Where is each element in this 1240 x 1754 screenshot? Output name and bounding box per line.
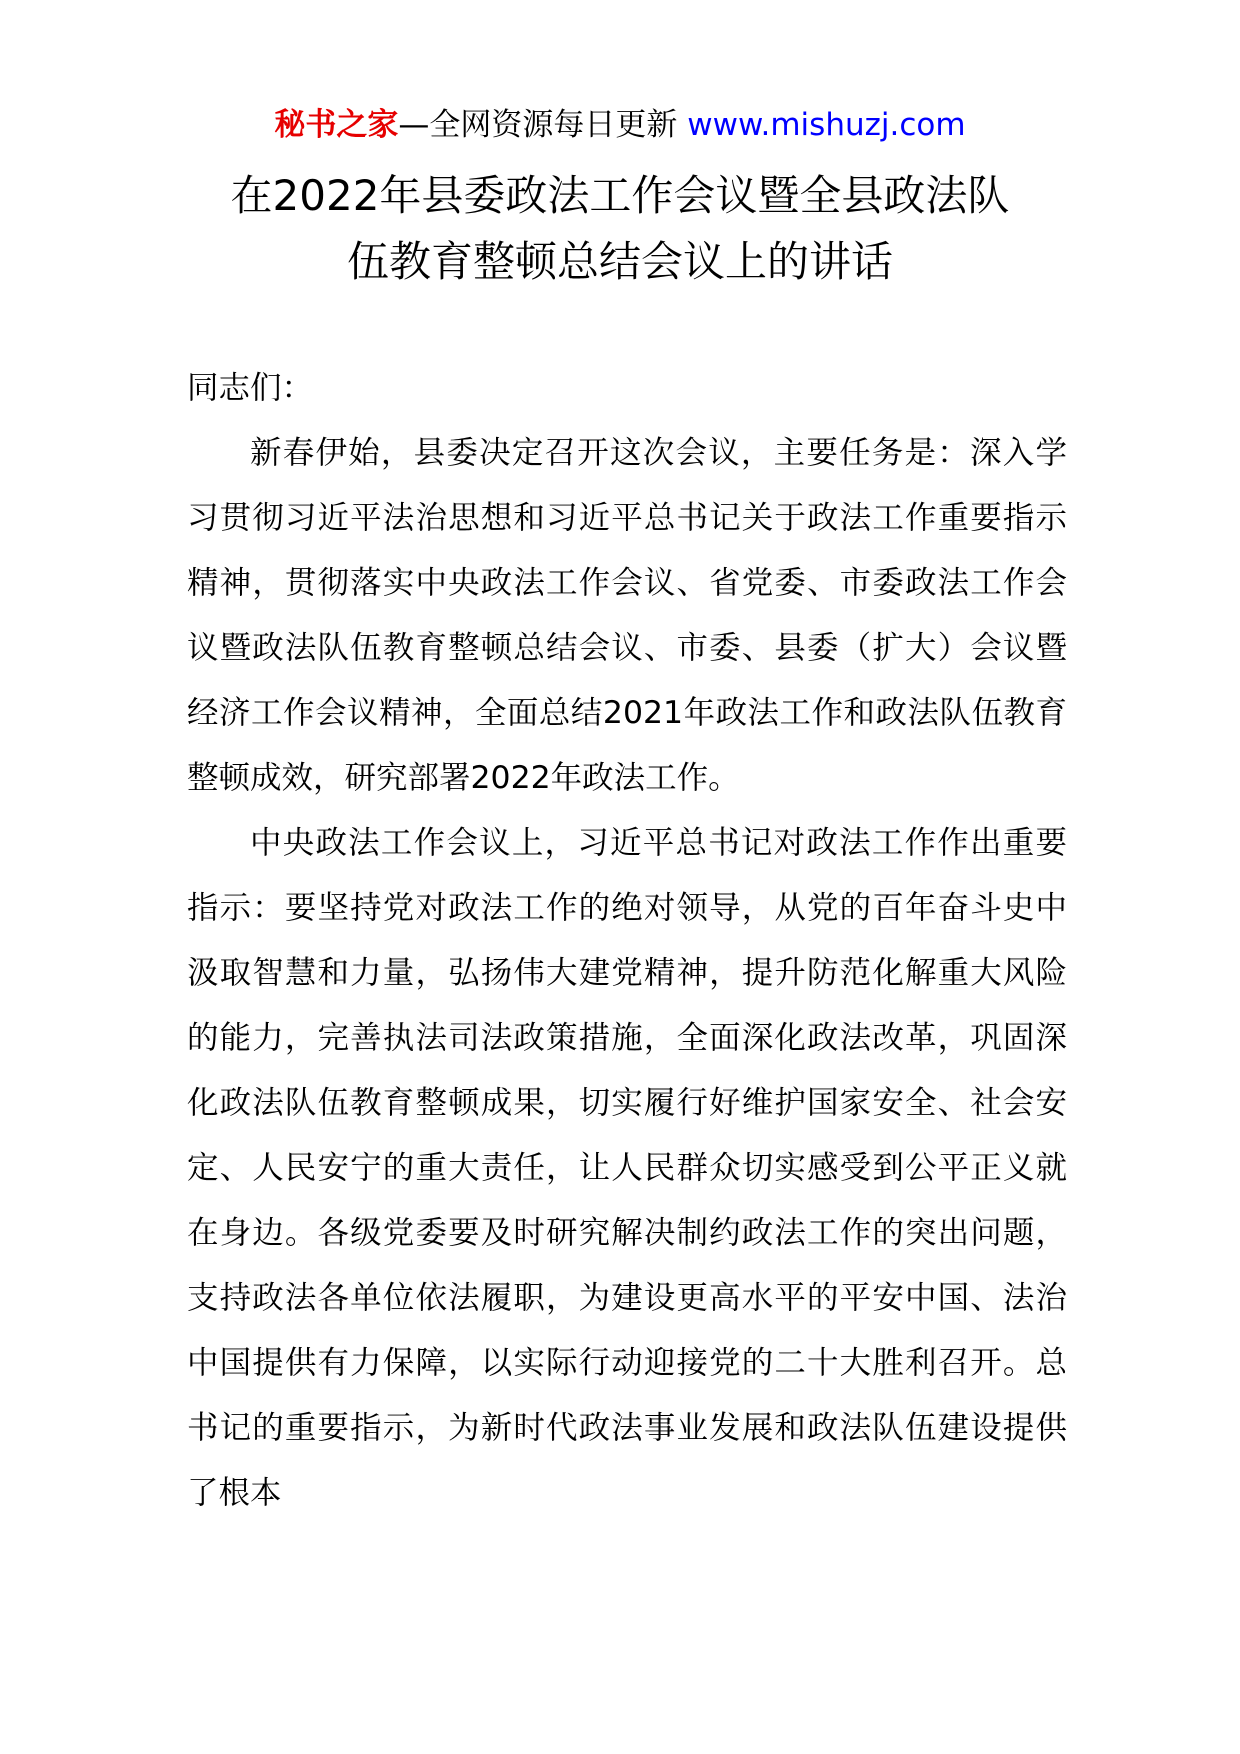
site-header [0, 103, 1240, 147]
site-url-link[interactable]: www.mishuzj.com [687, 107, 966, 143]
paragraph-2: 中央政法工作会议上，习近平总书记对政法工作作出重要指示：要坚持党对政法工作的绝对领导，从党的百年奋斗史中汲取智慧和力量，弘扬伟大建党精神，提升防范化解重大风险的能力，完善执法司法政策措施，全面深化政法改革，巩固深化政法队伍教育整顿成果，切实履行好维护国家安全、社会安定、人民安宁的重大责任，让人民群众切实感受到公平正义就在身边。各级党委要及时研究解决制约政法工作的突出问题，支持政法各单位依法履职，为建设更高水平的平安中国、法治中国提供有力保障，以实际行动迎接党的二十大胜利召开。总书记的重要指示，为新时代政法事业发展和政法队伍建设提供了根本 [187, 825, 1067, 1511]
header-tagline: —全网资源每日更新 [398, 107, 678, 143]
title-line-1: 在2022年县委政法工作会议暨全县政法队 [230, 171, 1010, 220]
paragraph-1: 新春伊始，县委决定召开这次会议，主要任务是：深入学习贯彻习近平法治思想和习近平总书记关于政法工作重要指示精神，贯彻落实中央政法工作会议、省党委、市委政法工作会议暨政法队伍教育整顿总结会议、市委、县委（扩大）会议暨经济工作会议精神，全面总结2021年政法工作和政法队伍教育整顿成效，研究部署2022年政法工作。 [187, 435, 1067, 796]
document-body [187, 356, 1067, 1526]
document-title [160, 163, 1080, 295]
salutation: 同志们： [187, 370, 314, 406]
title-line-2: 伍教育整顿总结会议上的讲话 [346, 237, 893, 286]
brand-name: 秘书之家 [274, 107, 399, 143]
